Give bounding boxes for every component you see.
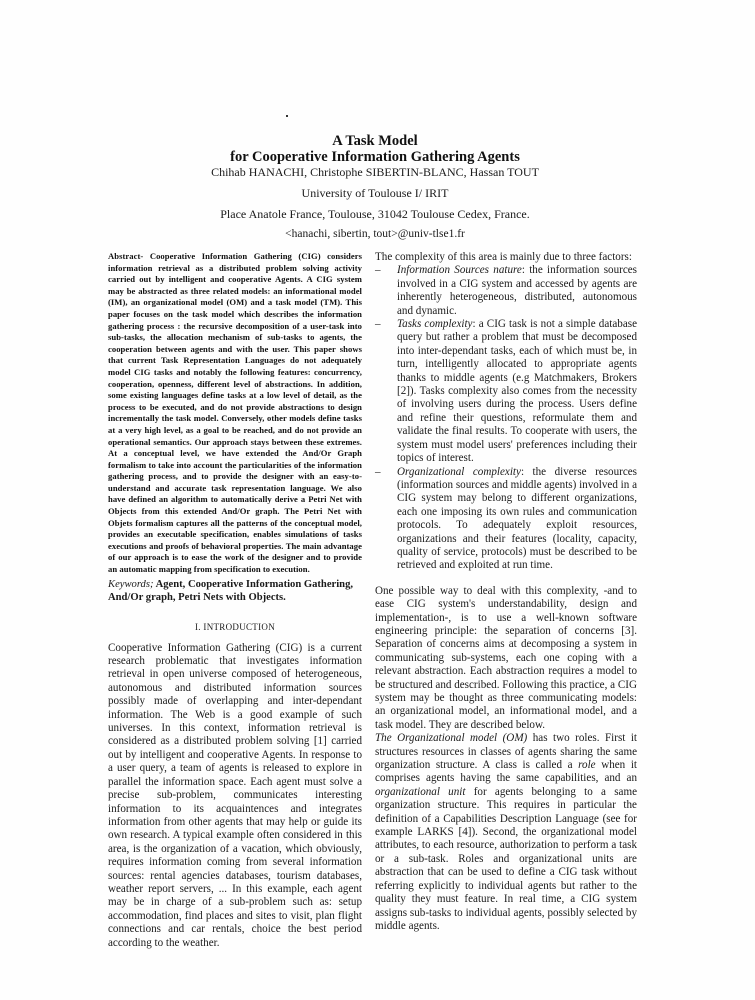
separation-of-concerns-paragraph: One possible way to deal with this complexity, -and to ease CIG system's understandability, design and implementation-, is to use a well-known software engineering principle: the separation of concerns [3]. Separation of concerns aims at decomposing a system in communicating sub-systems, each one coping with a relevant abstraction. Each abstraction requires a model to be structured and described. Following this practice, a CIG system may be thought as three communicating models: an organizational model, an informational model, and a task model. They are described below. [375, 584, 637, 731]
dash-bullet-icon: – [375, 465, 381, 478]
dash-bullet-icon: – [375, 264, 381, 277]
right-column [375, 251, 637, 933]
om-unit-term: organizational unit [375, 785, 466, 798]
keywords-list: Agent, Cooperative Information Gathering, And/Or graph, Petri Nets with Objects. [108, 578, 354, 603]
abstract-text: Abstract- Cooperative Information Gathering (CIG) considers information retrieval as a distributed problem solving activity carried out by intelligent and cooperative Agents. A CIG system may be abstracted as three related models: an informational model (IM), an organizational model (OM) and a task model (TM). This paper focuses on the task model which describes the information gathering process : the recursive decomposition of a user-task into sub-tasks, the allocation mechanism of sub-tasks to agents, the cooperation between agents and with the user. This paper shows that current Task Representation Languages do not adequately model CIG tasks and notably the following features: concurrency, cooperation, openness, different level of abstractions. In addition, some existing languages define tasks at a low level of detail, as the process to be executed, and do not provide abstractions to design incrementally the task model. Conversely, other models define tasks at a very high level, as a goal to be reached, and do not provide an operational semantics. Our approach stays between these extremes. At a conceptual level, we have extended the And/Or Graph formalism to take into account the particularities of the information gathering process, and to provide the designer with an easy-to-understand and accurate task representation language. We also have defined an algorithm to automatically derive a Petri Net with Objects from this extended And/Or graph. The Petri Net with Objets formalism captures all the patterns of the conceptual model, provides an executable specification, enables simulations of tasks executions and proofs of behavioral properties. The main advantage of our approach is to ease the work of the designer and to provide an automatic mapping from specification to execution. [108, 251, 362, 575]
paper-header [150, 133, 600, 242]
paper-address: Place Anatole France, Toulouse, 31042 Toulouse Cedex, France. [220, 207, 530, 221]
factor-text: : the diverse resources (information sources and middle agents) involved in a CIG system may belong to different organizations, each one imposing its own rules and communication protocols. To adequately exploit resources, organizations and their features (locality, capacity, quality of service, protocols) must be described to be retrieved and exploited at run time. [397, 465, 637, 572]
paper-email: <hanachi, sibertin, tout>@univ-tlse1.fr [285, 228, 465, 240]
complexity-intro: The complexity of this area is mainly due to three factors: [375, 251, 632, 263]
paper-authors: Chihab HANACHI, Christophe SIBERTIN-BLANC, Hassan TOUT [211, 165, 539, 179]
paper-title-line-1: A Task Model [332, 133, 418, 149]
factor-text: : a CIG task is not a simple database query but rather a problem that must be decomposed into inter-dependant tasks, each of which must be, in turn, intelligently allocated to appropriate agents thanks to middle agents (e.g Matchmakers, Brokers [2]). Tasks complexity also comes from the necessity of involving users during the process. Users define and refine their questions, reformulate them and validate the final results. To cooperate with users, the system must model users' preferences including their topics of interest. [397, 318, 637, 465]
factor-text: : the information sources involved in a CIG system and accessed by agents are inherently heterogeneous, distributed, autonomous and dynamic. [397, 264, 637, 317]
keywords [108, 578, 362, 604]
factor-title: Organizational complexity [397, 465, 521, 478]
dash-bullet-icon: – [375, 318, 381, 331]
scan-speck [286, 115, 288, 117]
om-text: for agents belonging to a same organization structure. This requires in particular the definition of a Capabilities Description Language (see for example LARKS [4]). Second, the organizational model attributes, to each resource, authorization to perform a task or a sub-task. Roles and organizational units are abstraction that can be used to define a CIG task without referring explicitly to individual agents but rather to the quality they must feature. In real time, a CIG system assigns sub-tasks to individual agents, possibly selected by middle agents. [375, 785, 637, 932]
om-role-term: role [578, 759, 596, 772]
complexity-factor-list [375, 264, 637, 572]
paper-title-line-2: for Cooperative Information Gathering Agents [230, 149, 520, 165]
factor-item-tasks-complexity [375, 318, 637, 465]
factor-title: Information Sources nature [397, 264, 522, 277]
introduction-paragraph: Cooperative Information Gathering (CIG) is a current research problematic that investigates information retrieval in open universe composed of heterogeneous, autonomous and distributed information sources possibly made of overlapping and inter-dependant information. The Web is a good example of such universes. In this context, information retrieval is considered as a distributed problem solving [1] carried out by intelligent and cooperative Agents. In response to a user query, a team of agents is released to explore in parallel the information space. Each agent must solve a precise sub-problem, communicates interesting information to its acquaintences and integrates information from other agents that may help or guide its own research. A typical example often considered in this area, is the organization of a vacation, which obviously, requires information coming from several information sources: rental agencies databases, tourism databases, weather report servers, ... In this example, each agent may be in charge of a sub-problem such as: setup accommodation, find places and sites to visit, plan flight connections and car rentals, choice the best period according to the weather. [108, 641, 362, 949]
section-heading-introduction: I. INTRODUCTION [195, 621, 275, 632]
factor-item-information-sources [375, 264, 637, 318]
paper-affiliation: University of Toulouse I/ IRIT [301, 186, 449, 200]
factor-title: Tasks complexity [397, 318, 473, 331]
om-title: The Organizational model (OM) [375, 732, 528, 745]
organizational-model-paragraph [375, 732, 637, 933]
om-text: when it comprises agents having the same capabilities, and an [375, 759, 637, 785]
factor-item-organizational-complexity [375, 466, 637, 573]
left-column [108, 251, 362, 950]
om-text: has two roles. First it structures resources in classes of agents sharing the same organization structure. A class is called a [375, 732, 637, 772]
keywords-label: Keywords; [108, 578, 154, 590]
